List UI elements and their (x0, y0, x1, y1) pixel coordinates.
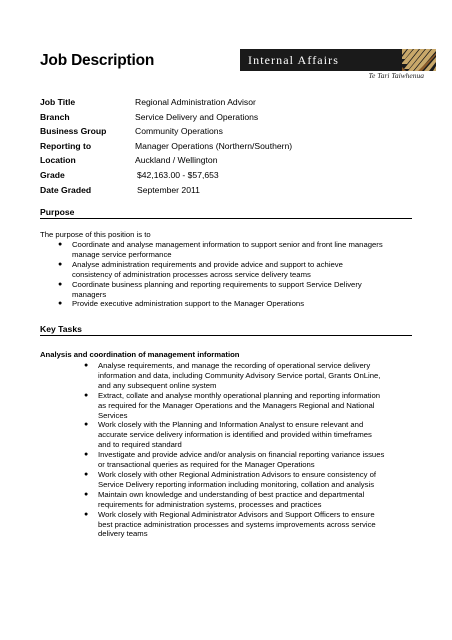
bullet-item (84, 361, 424, 391)
details-value: Regional Administration Advisor (135, 97, 256, 107)
bullet-line: best practice administration processes and systems improvements across service (98, 519, 376, 529)
bullet-line: Investigate and provide advice and/or analysis on financial reporting variance issues (98, 450, 385, 460)
details-label: Grade (40, 169, 65, 180)
key-tasks-heading: Key Tasks (40, 324, 412, 336)
bullet-line: Work closely with Regional Administrator Advisors and Support Officers to ensure (98, 509, 375, 519)
bullet-line: Provide executive administration support to the Manager Operations (72, 299, 305, 309)
bullet-line: Maintain own knowledge and understanding of best practice and departmental (98, 489, 365, 499)
bullet-line: as required for the Manager Operations and the Managers Regional and National (98, 400, 375, 410)
purpose-heading: Purpose (40, 207, 412, 219)
details-value: Auckland / Wellington (135, 155, 218, 166)
details-value: Community Operations (135, 126, 223, 137)
details-value: Manager Operations (Northern/Southern) (135, 140, 293, 151)
details-value: Service Delivery and Operations (135, 111, 259, 122)
key-tasks-subheading: Analysis and coordination of management information (40, 350, 240, 359)
bullet-icon: ● (84, 362, 89, 369)
details-label: Branch (40, 111, 70, 122)
bullet-line: delivery teams (98, 529, 148, 539)
bullet-icon: ● (84, 470, 89, 478)
logo-bar (240, 49, 436, 71)
bullet-line: and any subsequent online system (98, 380, 217, 390)
details-value: $42,163.00 - $57,653 (137, 169, 219, 180)
bullet-icon: ● (58, 300, 63, 308)
bullet-line: and to required standard (98, 440, 182, 450)
bullet-line: Analyse requirements, and manage the recording of operational service delivery (98, 361, 371, 370)
logo-pattern-icon (402, 49, 436, 71)
bullet-line: Coordinate and analyse management information to support senior and front line managers (72, 240, 383, 249)
bullet-line: manage service performance (72, 249, 172, 259)
bullet-icon: ● (58, 260, 63, 268)
document-title: Job Description (40, 52, 155, 69)
bullet-item (58, 260, 418, 280)
details-label: Date Graded (40, 184, 92, 195)
bullet-line: managers (72, 289, 107, 299)
key-tasks-list (84, 361, 424, 539)
logo-subtitle: Te Tari Taiwhenua (368, 71, 424, 80)
purpose-list (58, 240, 418, 309)
bullet-item (84, 391, 424, 421)
bullet-line: information and data, including Community Advisory Service portal, Grants OnLine, (98, 370, 381, 380)
bullet-line: Analyse administration requirements and provide advice and support to achieve (72, 259, 343, 269)
details-label: Reporting to (40, 140, 92, 151)
bullet-item (84, 450, 424, 470)
bullet-item (84, 510, 424, 540)
purpose-intro: The purpose of this position is to (40, 230, 151, 239)
bullet-line: Services (98, 410, 128, 420)
internal-affairs-logo (240, 49, 436, 79)
bullet-line: requirements for administration systems, processes and practices (98, 499, 322, 509)
bullet-icon: ● (84, 421, 89, 429)
bullet-icon: ● (58, 280, 63, 288)
details-value: September 2011 (137, 184, 200, 195)
bullet-line: or transactional queries as required for the Manager Operations (98, 460, 315, 470)
bullet-icon: ● (84, 451, 89, 459)
bullet-item (84, 490, 424, 510)
bullet-icon: ● (84, 391, 89, 399)
details-label: Business Group (40, 126, 107, 137)
bullet-item (58, 240, 418, 260)
details-label: Job Title (40, 97, 76, 107)
bullet-icon: ● (84, 490, 89, 498)
bullet-item (58, 299, 418, 309)
bullet-icon: ● (84, 510, 89, 518)
bullet-line: Coordinate business planning and reporting requirements to support Service Delivery (72, 279, 362, 289)
bullet-line: Work closely with other Regional Administration Advisors to ensure consistency of (98, 469, 377, 479)
details-label: Location (40, 155, 76, 166)
bullet-line: Extract, collate and analyse monthly operational planning and reporting information (98, 390, 381, 400)
bullet-item (84, 420, 424, 450)
bullet-line: Work closely with the Planning and Information Analyst to ensure relevant and (98, 420, 364, 430)
bullet-line: consistency of administration processes across service delivery teams (72, 269, 311, 279)
bullet-line: Service Delivery reporting information including monitoring, collation and analysis (98, 479, 375, 489)
bullet-line: accurate service delivery information is identified and provided within timeframes (98, 430, 372, 440)
bullet-item (58, 280, 418, 300)
bullet-icon: ● (58, 241, 63, 248)
logo-name: Internal Affairs (248, 53, 340, 67)
bullet-item (84, 470, 424, 490)
